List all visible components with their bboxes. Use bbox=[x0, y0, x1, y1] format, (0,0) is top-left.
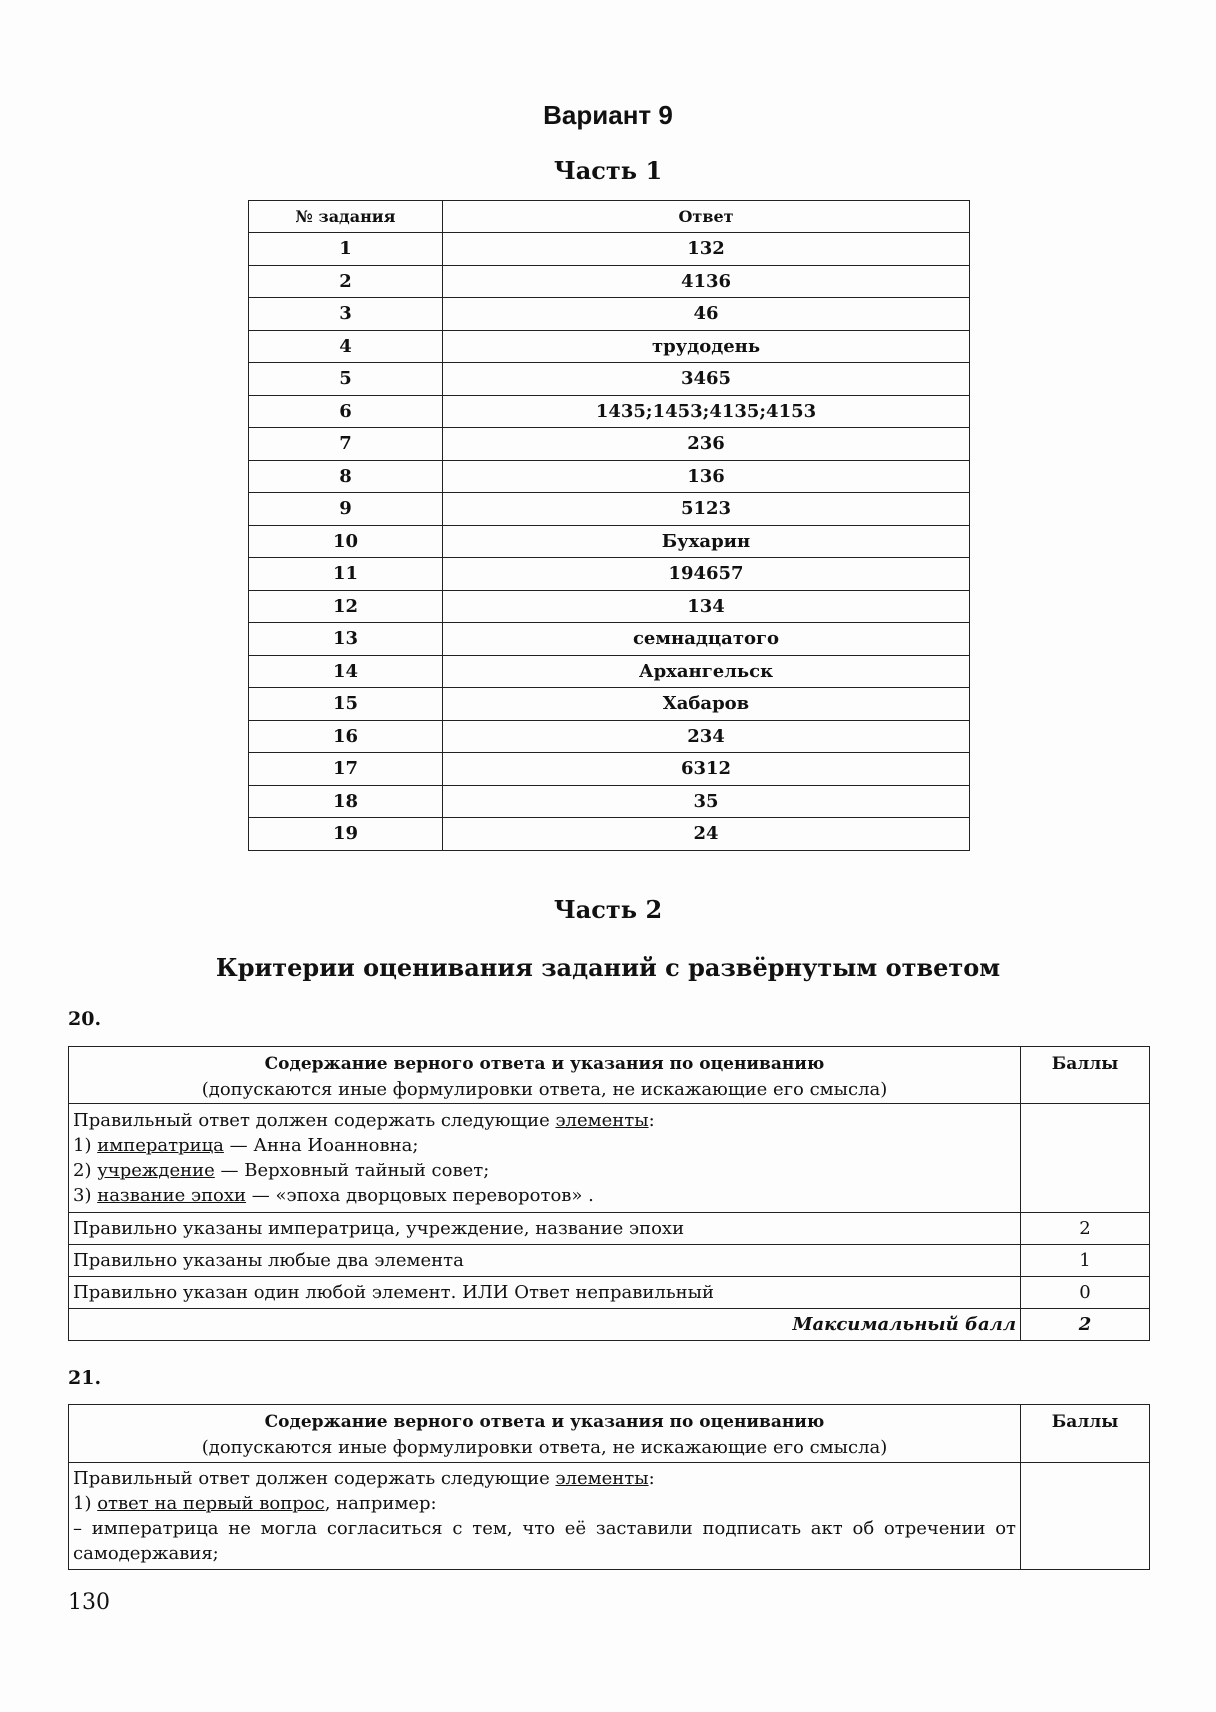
table-row bbox=[249, 818, 970, 851]
table-row bbox=[249, 655, 970, 688]
table-row bbox=[249, 428, 970, 461]
task-number: 3 bbox=[249, 298, 443, 331]
table-row bbox=[249, 720, 970, 753]
part2-heading: Часть 2 bbox=[553, 895, 663, 924]
item-num: 3) bbox=[73, 1185, 98, 1206]
q20-number: 20. bbox=[68, 1008, 102, 1030]
criterion-points: 0 bbox=[1021, 1277, 1150, 1309]
header-sub: (допускаются иные формулировки ответа, не искажающие его смысла) bbox=[201, 1437, 888, 1458]
table-row bbox=[249, 298, 970, 331]
table-row bbox=[249, 753, 970, 786]
criterion-row bbox=[69, 1277, 1150, 1309]
task-number: 9 bbox=[249, 493, 443, 526]
table-header-row bbox=[69, 1047, 1150, 1104]
intro-end: : bbox=[648, 1110, 655, 1131]
part1-heading: Часть 1 bbox=[553, 156, 663, 185]
answer-value: 134 bbox=[443, 590, 970, 623]
variant-title: Вариант 9 bbox=[543, 100, 673, 130]
item-example: – императрица не могла согласиться с тем, что её заставили подписать акт об отречении от самодержавия; bbox=[73, 1518, 1016, 1564]
item-key: учреждение bbox=[97, 1160, 215, 1181]
answer-value: 132 bbox=[443, 233, 970, 266]
table-row bbox=[249, 590, 970, 623]
answer-value: Архангельск bbox=[443, 655, 970, 688]
answer-value: 136 bbox=[443, 460, 970, 493]
table-row bbox=[249, 233, 970, 266]
answer-value: 194657 bbox=[443, 558, 970, 591]
intro-u: элементы bbox=[555, 1110, 649, 1131]
answer-value: семнадцатого bbox=[443, 623, 970, 656]
q20-criteria-table bbox=[68, 1046, 1150, 1341]
empty-points bbox=[1021, 1463, 1150, 1570]
answer-value: 6312 bbox=[443, 753, 970, 786]
table-row bbox=[249, 493, 970, 526]
item-key: ответ на первый вопрос bbox=[97, 1493, 325, 1514]
item-num: 1) bbox=[73, 1493, 98, 1514]
task-number: 13 bbox=[249, 623, 443, 656]
max-score-label: Максимальный балл bbox=[69, 1309, 1021, 1341]
page-number: 130 bbox=[68, 1590, 110, 1615]
task-number: 5 bbox=[249, 363, 443, 396]
task-number: 2 bbox=[249, 265, 443, 298]
answers-table bbox=[248, 200, 970, 851]
answer-content bbox=[69, 1463, 1021, 1570]
item-num: 2) bbox=[73, 1160, 98, 1181]
criterion-text: Правильно указан один любой элемент. ИЛИ Ответ неправильный bbox=[69, 1277, 1021, 1309]
answer-value: 46 bbox=[443, 298, 970, 331]
task-number: 7 bbox=[249, 428, 443, 461]
table-row bbox=[249, 623, 970, 656]
answer-value: Бухарин bbox=[443, 525, 970, 558]
max-score-row bbox=[69, 1309, 1150, 1341]
answer-value: 35 bbox=[443, 785, 970, 818]
task-number: 18 bbox=[249, 785, 443, 818]
criterion-row bbox=[69, 1213, 1150, 1245]
answer-value: 5123 bbox=[443, 493, 970, 526]
item-text: — «эпоха дворцовых переворотов» . bbox=[246, 1185, 594, 1206]
max-score-value: 2 bbox=[1021, 1309, 1150, 1341]
col-answer-header: Ответ bbox=[443, 201, 970, 233]
answer-content-row bbox=[69, 1104, 1150, 1213]
task-number: 17 bbox=[249, 753, 443, 786]
col-task-header: № задания bbox=[249, 201, 443, 233]
task-number: 15 bbox=[249, 688, 443, 721]
answer-value: 236 bbox=[443, 428, 970, 461]
table-row bbox=[249, 688, 970, 721]
task-number: 19 bbox=[249, 818, 443, 851]
answer-value: трудодень bbox=[443, 330, 970, 363]
task-number: 14 bbox=[249, 655, 443, 688]
task-number: 12 bbox=[249, 590, 443, 623]
task-number: 16 bbox=[249, 720, 443, 753]
table-row bbox=[249, 265, 970, 298]
header-main: Содержание верного ответа и указания по оцениванию bbox=[264, 1054, 825, 1074]
criterion-points: 2 bbox=[1021, 1213, 1150, 1245]
table-row bbox=[249, 363, 970, 396]
table-row bbox=[249, 525, 970, 558]
intro-u: элементы bbox=[555, 1468, 649, 1489]
criterion-text: Правильно указаны императрица, учреждение, название эпохи bbox=[69, 1213, 1021, 1245]
item-text: — Верховный тайный совет; bbox=[214, 1160, 490, 1181]
criterion-points: 1 bbox=[1021, 1245, 1150, 1277]
task-number: 10 bbox=[249, 525, 443, 558]
item-text: — Анна Иоанновна; bbox=[223, 1135, 419, 1156]
item-key: императрица bbox=[97, 1135, 224, 1156]
criterion-row bbox=[69, 1245, 1150, 1277]
table-header-row bbox=[69, 1405, 1150, 1463]
task-number: 6 bbox=[249, 395, 443, 428]
q21-criteria-table bbox=[68, 1404, 1150, 1570]
answer-content-row bbox=[69, 1463, 1150, 1570]
item-text: , например: bbox=[324, 1493, 437, 1514]
header-points bbox=[1021, 1405, 1150, 1463]
answer-content bbox=[69, 1104, 1021, 1213]
table-row bbox=[249, 395, 970, 428]
answer-value: 1435;1453;4135;4153 bbox=[443, 395, 970, 428]
answer-value: 4136 bbox=[443, 265, 970, 298]
empty-points bbox=[1021, 1104, 1150, 1213]
header-points bbox=[1021, 1047, 1150, 1104]
task-number: 11 bbox=[249, 558, 443, 591]
header-sub: (допускаются иные формулировки ответа, не искажающие его смысла) bbox=[201, 1079, 888, 1100]
item-key: название эпохи bbox=[97, 1185, 247, 1206]
answer-value: 24 bbox=[443, 818, 970, 851]
header-points-label: Баллы bbox=[1051, 1412, 1119, 1432]
answer-value: 3465 bbox=[443, 363, 970, 396]
intro: Правильный ответ должен содержать следующие bbox=[73, 1468, 556, 1489]
table-row bbox=[249, 558, 970, 591]
header-content bbox=[69, 1047, 1021, 1104]
header-content bbox=[69, 1405, 1021, 1463]
answer-value: Хабаров bbox=[443, 688, 970, 721]
table-header-row bbox=[249, 201, 970, 233]
table-row bbox=[249, 785, 970, 818]
q21-number: 21. bbox=[68, 1367, 102, 1389]
answer-value: 234 bbox=[443, 720, 970, 753]
header-main: Содержание верного ответа и указания по оцениванию bbox=[264, 1412, 825, 1432]
table-row bbox=[249, 330, 970, 363]
header-points-label: Баллы bbox=[1051, 1054, 1119, 1074]
task-number: 8 bbox=[249, 460, 443, 493]
intro-end: : bbox=[648, 1468, 655, 1489]
task-number: 4 bbox=[249, 330, 443, 363]
criterion-text: Правильно указаны любые два элемента bbox=[69, 1245, 1021, 1277]
item-num: 1) bbox=[73, 1135, 98, 1156]
task-number: 1 bbox=[249, 233, 443, 266]
table-row bbox=[249, 460, 970, 493]
intro: Правильный ответ должен содержать следующие bbox=[73, 1110, 556, 1131]
criteria-heading: Критерии оценивания заданий с развёрнутым ответом bbox=[215, 953, 1001, 982]
